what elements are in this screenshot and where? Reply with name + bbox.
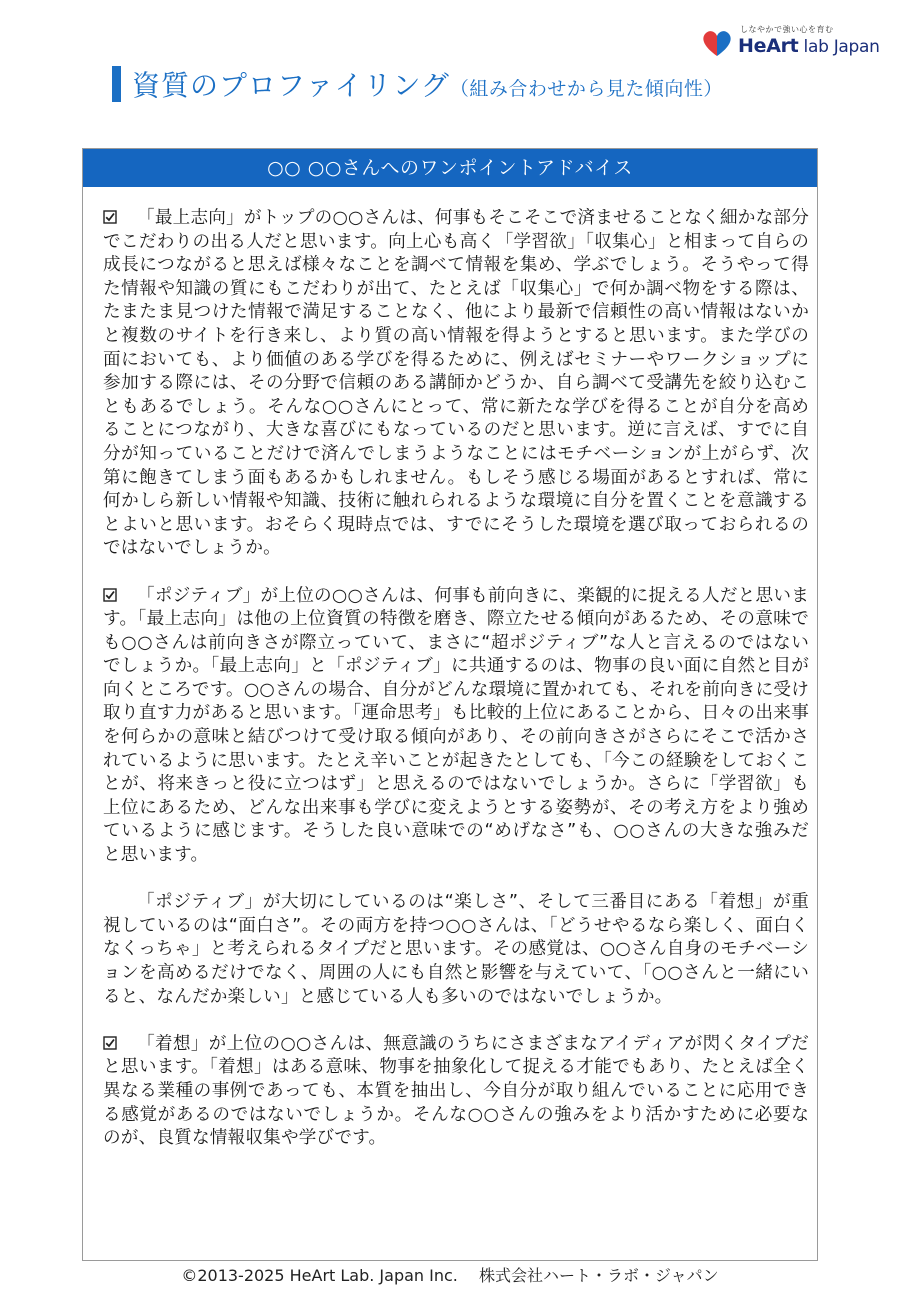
advice-text-2: 「ポジティブ」が上位の○○さんは、何事も前向きに、楽観的に捉える人だと思います。「最上志向」は他の上位資質の特徴を磨き、際立たせる傾向があるため、その意味でも○○さんは前向きさが際立っていて、まさに“超ポジティブ”な人と言えるのではないでしょうか。「最上志向」と「ポジティブ」に共通するのは、物事の良い面に自然と目が向くところです。○○さんの場合、自分がどんな環境に置かれても、それを前向きに受け取り直す力があると思います。「運命思考」も比較的上位にあることから、日々の出来事を何らかの意味と結びつけて受け取る傾向があり、その前向きさがさらにそこで活かされているように思います。たとえ辛いことが起きたとしても、「今この経験をしておくことが、将来きっと役に立つはず」と思えるのではないでしょうか。さらに「学習欲」も上位にあるため、どんな出来事も学びに変えようとする姿勢が、その考え方をより強めているように感じます。そうした良い意味での“めげなさ”も、○○さんの大きな強みだと思います。 — [103, 585, 809, 866]
footer-copyright: ©2013-2025 HeArt Lab. Japan Inc. 株式会社ハート・ラボ・ジャパン — [181, 1266, 719, 1285]
checkbox-checked-icon — [103, 588, 117, 602]
title-accent-bar — [112, 66, 121, 102]
brand-logo — [700, 20, 885, 60]
page-title-sub: （組み合わせから見た傾向性） — [449, 78, 723, 100]
advice-paragraph-2 — [103, 585, 809, 868]
advice-text-1: 「最上志向」がトップの○○さんは、何事もそこそこで済ませることなく細かな部分でこだわりの出る人だと思います。向上心も高く「学習欲」「収集心」と相まって自らの成長につながると思えば様々なことを調べて情報を集め、学ぶでしょう。そうやって得た情報や知識の質にもこだわりが出て、たとえば「収集心」で何か調べ物をする際は、たまたま見つけた情報で満足することなく、他により最新で信頼性の高い情報はないかと複数のサイトを行き来し、より質の高い情報を得ようとすると思います。また学びの面においても、より価値のある学びを得るために、例えばセミナーやワークショップに参加する際には、その分野で信頼のある講師かどうか、自ら調べて受講先を絞り込むこともあるでしょう。そんな○○さんにとって、常に新たな学びを得ることが自分を高めることにつながり、大きな喜びにもなっているのだと思います。逆に言えば、すでに自分が知っていることだけで済んでしまうようなことにはモチベーションが上がらず、次第に飽きてしまう面もあるかもしれません。もしそう感じる場面があるとすれば、常に何かしら新しい情報や知識、技術に触れられるような環境に自分を置くことを意識するとよいと思います。おそらく現時点では、すでにそうした環境を選び取っておられるのではないでしょうか。 — [103, 208, 809, 559]
advice-text-4: 「着想」が上位の○○さんは、無意識のうちにさまざまなアイディアが閃くタイプだと思います。「着想」はある意味、物事を抽象化して捉える才能でもあり、たとえば全く異なる業種の事例であっても、本質を抽出し、今自分が取り組んでいることに応用できる感覚があるのではないでしょうか。そんな○○さんの強みをより活かすために必要なのが、良質な情報収集や学びです。 — [103, 1033, 809, 1149]
brand-tagline: しなやかで強い心を育む — [740, 25, 834, 34]
advice-box — [82, 148, 818, 1261]
advice-paragraph-3 — [103, 891, 809, 1009]
advice-box-header: ○○ ○○さんへのワンポイントアドバイス — [83, 149, 817, 187]
checkbox-checked-icon — [103, 210, 117, 224]
page-title-main: 資質のプロファイリング — [132, 69, 450, 102]
brand-name: HeArt lab Japan — [738, 35, 880, 57]
advice-text-3: 「ポジティブ」が大切にしているのは“楽しさ”、そして三番目にある「着想」が重視しているのは“面白さ”。その両方を持つ○○さんは、「どうせやるなら楽しく、面白くなくっちゃ」と考えられるタイプだと思います。その感覚は、○○さん自身のモチベーションを高めるだけでなく、周囲の人にも自然と影響を与えていて、「○○さんと一緒にいると、なんだか楽しい」と感じている人も多いのではないでしょうか。 — [103, 892, 809, 1007]
advice-paragraph-4 — [103, 1033, 809, 1151]
advice-box-body — [83, 187, 817, 1151]
heart-logo-icon — [700, 26, 734, 60]
advice-paragraph-1 — [103, 207, 809, 561]
checkbox-checked-icon — [103, 1036, 117, 1050]
page-title — [132, 64, 723, 104]
